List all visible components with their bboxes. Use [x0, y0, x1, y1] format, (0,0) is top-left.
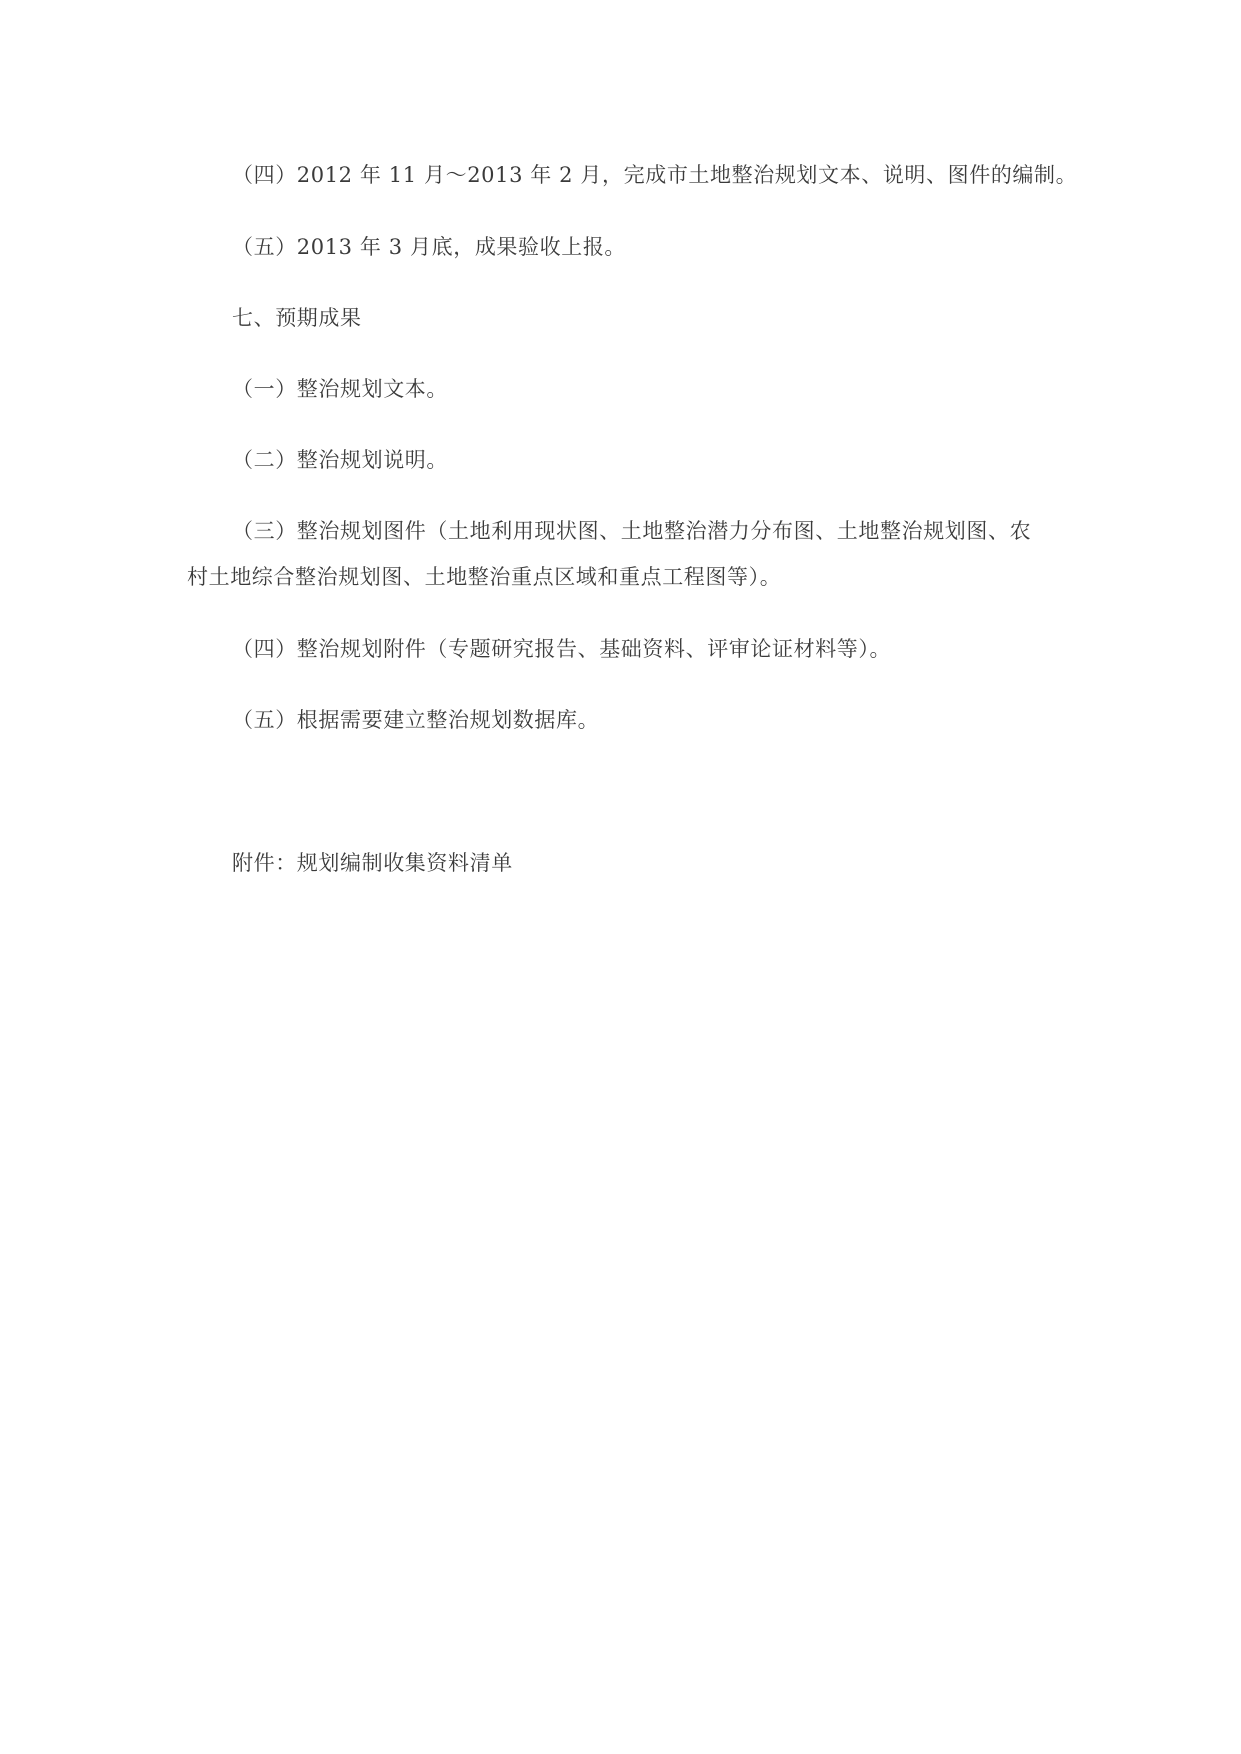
result-item-4: （四）整治规划附件（专题研究报告、基础资料、评审论证材料等）。 [232, 637, 892, 661]
result-item-2: （二）整治规划说明。 [232, 448, 448, 472]
result-item-1: （一）整治规划文本。 [232, 377, 448, 401]
schedule-item-5: （五）2013 年 3 月底，成果验收上报。 [232, 235, 627, 259]
schedule-item-4: （四）2012 年 11 月～2013 年 2 月，完成市土地整治规划文本、说明、图件的编制。 [232, 163, 1078, 187]
result-item-3 [187, 516, 1067, 592]
result-item-5: （五）根据需要建立整治规划数据库。 [232, 708, 600, 732]
result-item-3-line-2: 村土地综合整治规划图、土地整治重点区域和重点工程图等）。 [187, 565, 782, 589]
result-item-3-line-1: （三）整治规划图件（土地利用现状图、土地整治潜力分布图、土地整治规划图、农 [232, 519, 1032, 543]
attachment-line: 附件：规划编制收集资料清单 [232, 851, 513, 875]
section-heading-expected-results: 七、预期成果 [232, 306, 362, 330]
